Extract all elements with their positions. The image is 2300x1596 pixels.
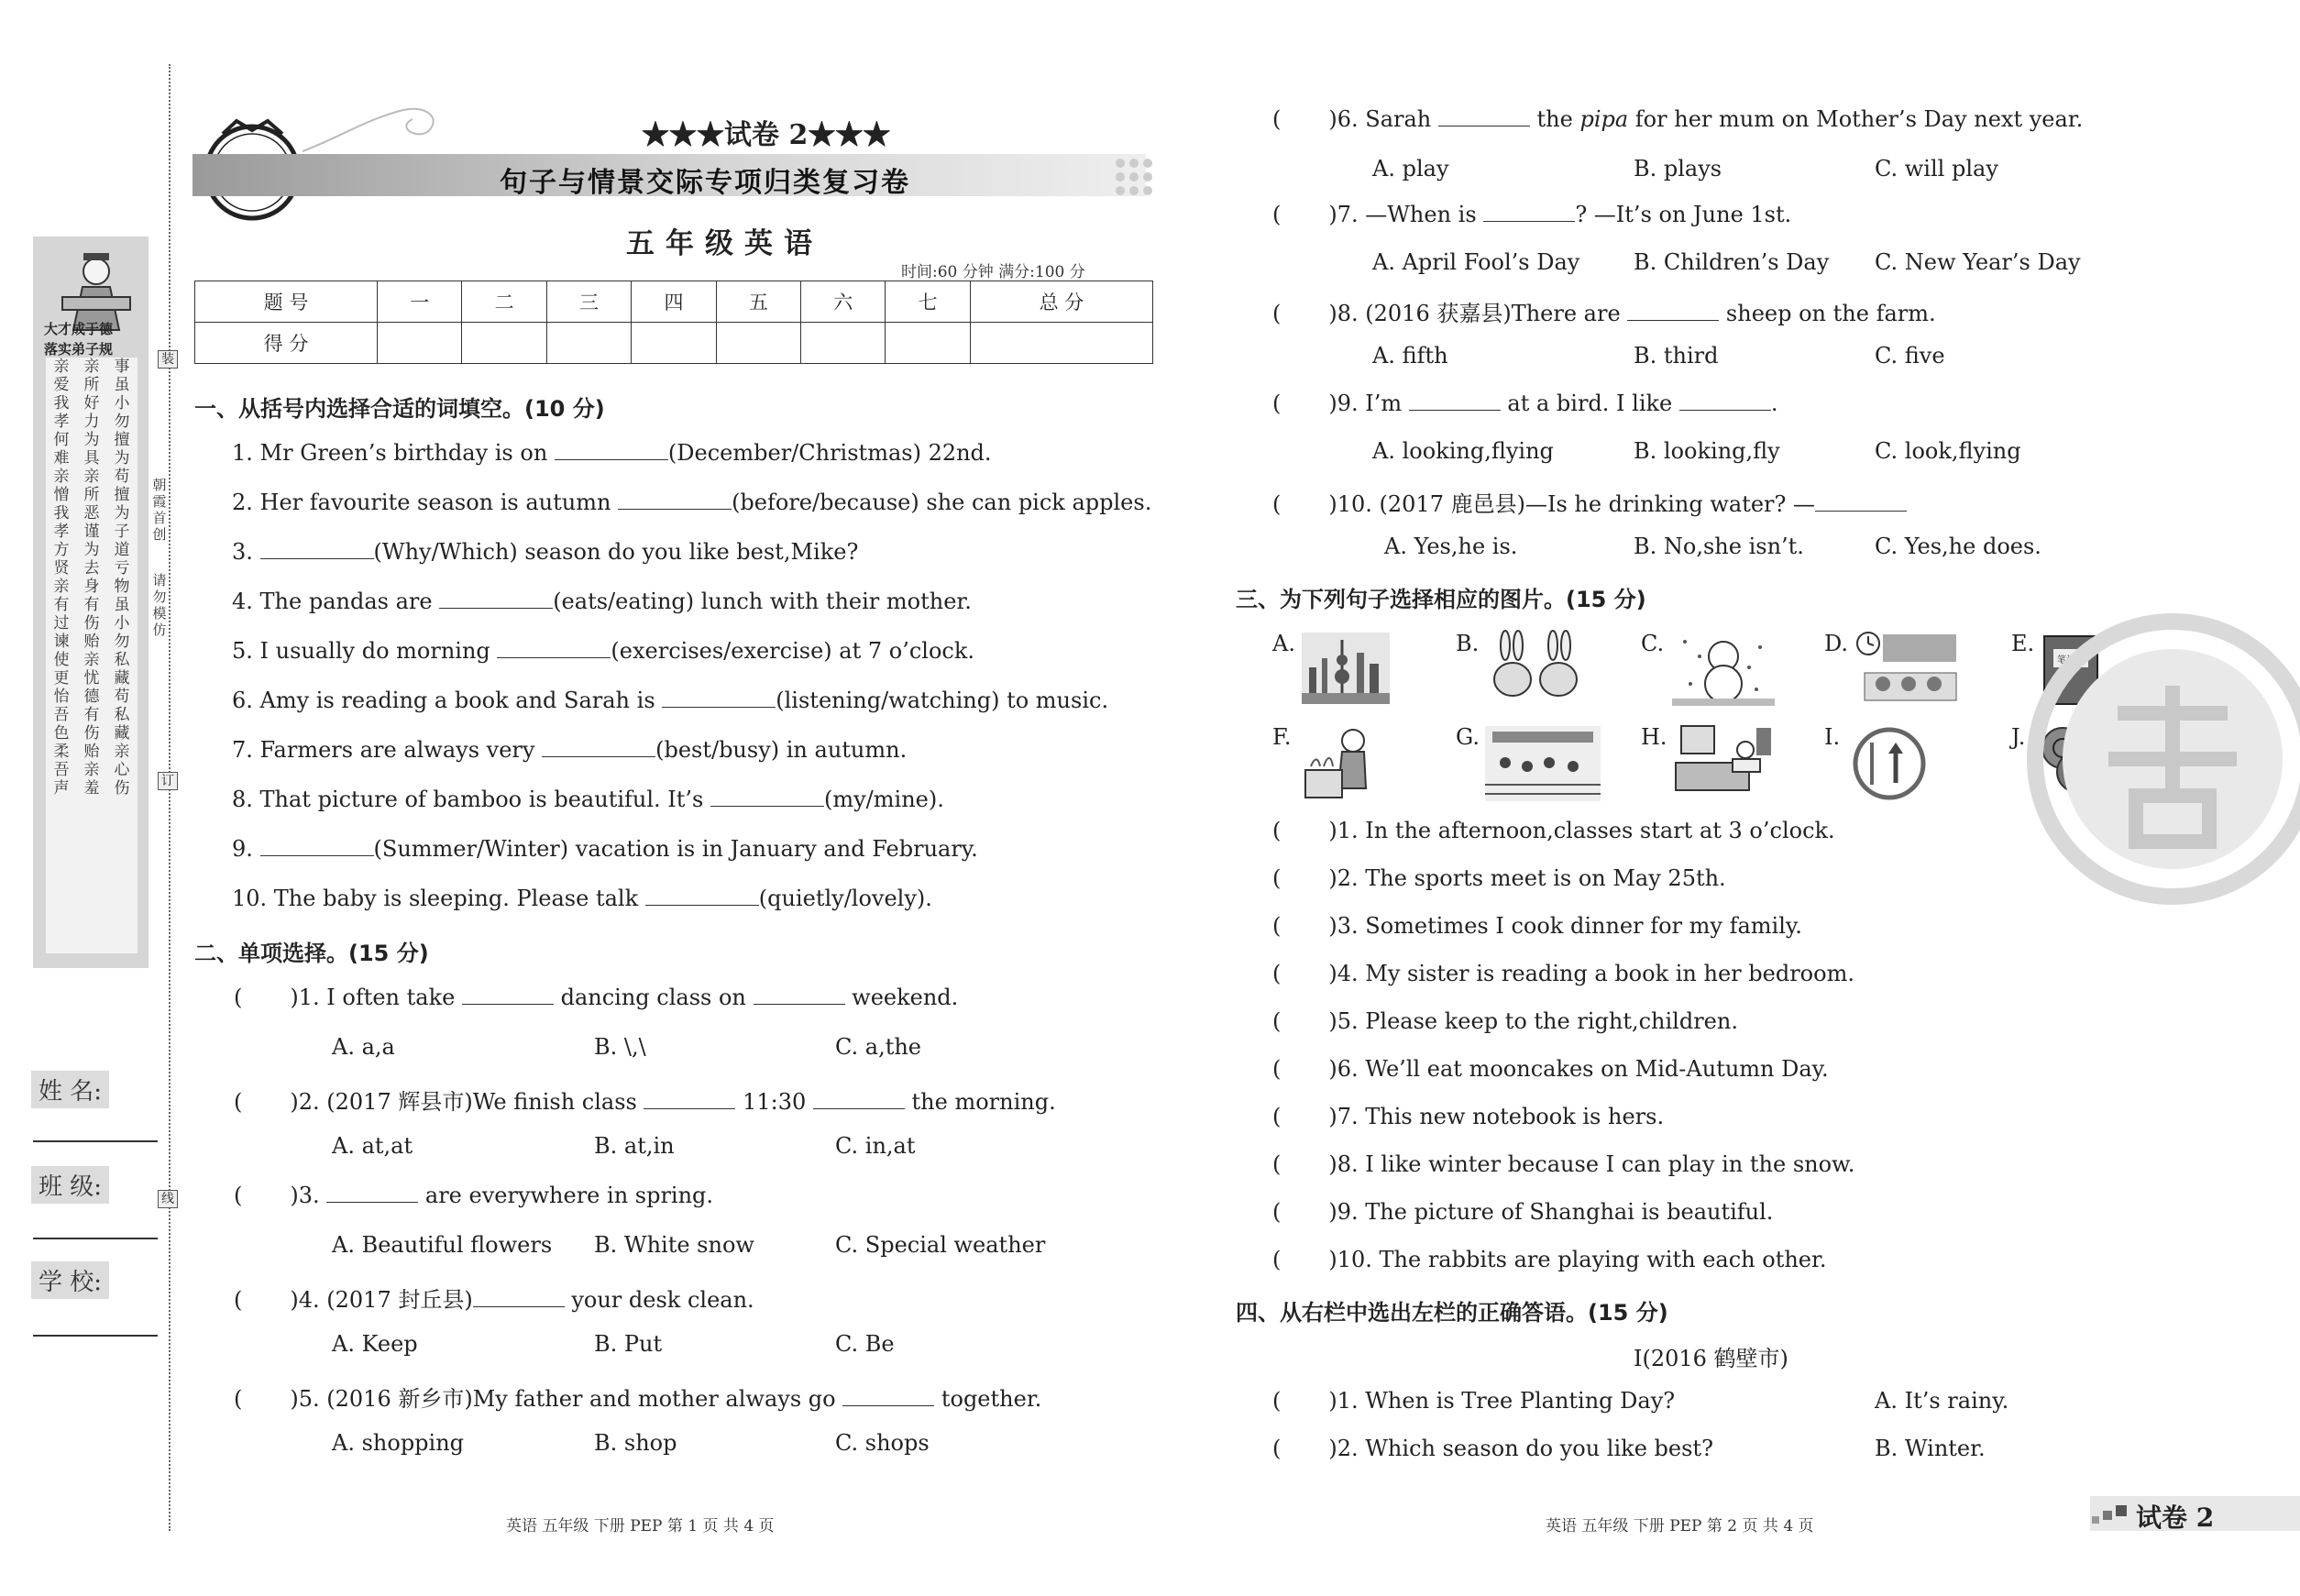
s3-item-3-text: )3. Sometimes I cook dinner for my family. (1328, 913, 1802, 939)
pic-label-b: B. (1456, 631, 1480, 656)
s2-blank[interactable] (754, 1003, 845, 1005)
s2-q4-stem (234, 1282, 754, 1314)
s1-item-6 (232, 688, 1108, 713)
s2-q1-option-a: A. a,a (332, 1034, 395, 1060)
paren-open: ( (1272, 1388, 1282, 1414)
keep-right-sign-picture (1852, 726, 1927, 801)
s1-item-9-pre: 9. (232, 836, 260, 862)
score-cell[interactable] (801, 323, 886, 364)
s1-blank-2[interactable] (618, 508, 732, 510)
sports-meet-picture (1485, 726, 1601, 801)
s2-q5-stem-a: )5. (2016 新乡市)My father and mother always go (290, 1386, 843, 1412)
s3-item-6 (1272, 1056, 1829, 1082)
rabbits-picture (1485, 629, 1586, 704)
score-header-cell: 题 号 (195, 281, 378, 323)
score-table (194, 281, 1153, 364)
s2-q9-stem-a: )9. I’m (1328, 391, 1409, 416)
s3-item-7 (1272, 1104, 1664, 1129)
paren-open: ( (234, 1183, 243, 1208)
s1-item-2-post: (before/because) she can pick apples. (732, 490, 1152, 515)
score-cell[interactable] (886, 323, 970, 364)
s2-q1-stem-c: weekend. (844, 985, 959, 1010)
s3-item-7-text: )7. This new notebook is hers. (1328, 1104, 1665, 1129)
paren-open: ( (1272, 491, 1282, 517)
s3-item-8-text: )8. I like winter because I can play in the snow. (1328, 1151, 1855, 1177)
paren-open: ( (234, 1287, 243, 1313)
s1-item-10-pre: 10. The baby is sleeping. Please talk (232, 886, 645, 911)
page-footer-right: 英语 五年级 下册 PEP 第 2 页 共 4 页 (1546, 1517, 1814, 1535)
s1-blank-1[interactable] (555, 458, 668, 460)
footer-squares-decoration (2092, 1503, 2129, 1525)
s2-blank[interactable] (462, 1003, 554, 1005)
paren-open: ( (1272, 1247, 1282, 1272)
s4-item-2-left: )2. Which season do you like best? (1328, 1436, 1713, 1461)
s1-item-8 (232, 787, 944, 812)
school-field[interactable] (33, 1335, 158, 1337)
s1-item-5 (232, 638, 974, 664)
s2-q9-stem-b: at a bird. I like (1500, 391, 1679, 416)
s1-item-4-post: (eats/eating) lunch with their mother. (553, 589, 972, 614)
s2-q5-option-a: A. shopping (332, 1430, 465, 1456)
score-cell[interactable] (632, 323, 716, 364)
s1-item-5-pre: 5. I usually do morning (232, 638, 498, 664)
s2-q9-stem-c: . (1770, 391, 1778, 416)
s2-blank[interactable] (1679, 409, 1771, 411)
binding-strip (0, 0, 174, 1596)
s1-item-10-post: (quietly/lovely). (758, 886, 932, 911)
s1-blank-6[interactable] (662, 706, 776, 708)
note-no-copy: 请勿模仿 (152, 572, 167, 638)
s2-q6-option-a: A. play (1372, 156, 1449, 182)
paren-open: ( (1272, 1008, 1282, 1034)
footer-tag: 试卷 2 (2136, 1502, 2215, 1533)
name-field[interactable] (33, 1140, 158, 1142)
score-cell[interactable] (970, 323, 1152, 364)
s2-q10-option-b: B. No,she isn’t. (1634, 534, 1804, 559)
s2-q9-option-c: C. look,flying (1875, 438, 2021, 464)
secret-watermark (2026, 612, 2300, 906)
s1-item-9 (232, 836, 978, 862)
section-4-title: 四、从右栏中选出左栏的正确答语。(15 分) (1236, 1300, 1668, 1326)
s1-item-6-post: (listening/watching) to music. (776, 688, 1109, 713)
s3-item-6-text: )6. We’ll eat mooncakes on Mid-Autumn Day. (1328, 1056, 1829, 1082)
s2-q10-option-a: A. Yes,he is. (1384, 534, 1518, 559)
s2-q2-stem-b: 11:30 (735, 1089, 813, 1115)
s1-item-2 (232, 490, 1151, 515)
score-header-cell: 二 (462, 281, 546, 323)
s1-blank-3[interactable] (260, 557, 374, 559)
band-dots-decoration (1113, 156, 1155, 198)
s2-q6-option-c: C. will play (1875, 156, 1998, 182)
score-header-cell: 三 (546, 281, 631, 323)
s1-item-4-pre: 4. The pandas are (232, 589, 440, 614)
s2-q7-option-c: C. New Year’s Day (1875, 249, 2081, 275)
s1-item-3 (232, 539, 858, 565)
s2-q3-stem-a: )3. (290, 1183, 327, 1208)
s2-q8-option-a: A. fifth (1372, 343, 1448, 369)
s1-item-1-pre: 1. Mr Green’s birthday is on (232, 440, 555, 466)
s2-q8-stem-b: sheep on the farm. (1719, 301, 1936, 326)
s2-blank[interactable] (1483, 220, 1575, 222)
motto-text (46, 358, 138, 953)
pic-label-i: I. (1824, 724, 1841, 750)
s2-q3-stem (234, 1183, 713, 1208)
s1-item-8-pre: 8. That picture of bamboo is beautiful. It’s (232, 787, 710, 812)
score-header-cell: 四 (632, 281, 716, 323)
s2-q9-option-a: A. looking,flying (1372, 438, 1554, 464)
s2-q6-stem-c: for her mum on Mother’s Day next year. (1628, 106, 2084, 132)
s3-item-1 (1272, 818, 1835, 843)
s2-q7-option-b: B. Children’s Day (1634, 249, 1830, 275)
s2-q3-option-c: C. Special weather (835, 1232, 1046, 1258)
s3-item-9 (1272, 1199, 1773, 1225)
s3-item-5 (1272, 1008, 1738, 1034)
s2-q1-option-b: B. \,\ (594, 1034, 646, 1060)
paren-open: ( (1272, 1199, 1282, 1225)
score-header-cell: 六 (801, 281, 886, 323)
s1-item-9-post: (Summer/Winter) vacation is in January and February. (373, 836, 978, 862)
s2-q2-stem-a: )2. (2017 辉县市)We finish class (290, 1089, 644, 1115)
s2-q2-option-c: C. in,at (835, 1133, 916, 1159)
s2-q3-stem-b: are everywhere in spring. (418, 1183, 714, 1208)
clock-classroom-picture (1855, 631, 1960, 704)
s2-q8-option-c: C. five (1875, 343, 1945, 369)
s4-item-1-right: A. It’s rainy. (1875, 1388, 2009, 1414)
s2-q10-option-c: C. Yes,he does. (1875, 534, 2041, 559)
paren-open: ( (1272, 818, 1282, 843)
s2-q6-italic: pipa (1579, 106, 1629, 132)
s2-q8-option-b: B. third (1634, 343, 1719, 369)
paren-open: ( (1272, 202, 1282, 227)
score-header-cell: 总 分 (970, 281, 1152, 323)
s2-q9-stem (1272, 391, 1778, 416)
score-header-cell: 七 (886, 281, 970, 323)
s2-blank[interactable] (1627, 319, 1719, 321)
page-footer-left: 英语 五年级 下册 PEP 第 1 页 共 4 页 (506, 1517, 775, 1535)
paren-open: ( (1272, 301, 1282, 326)
bedroom-reading-picture (1672, 722, 1775, 801)
s2-blank[interactable] (1438, 125, 1530, 127)
s2-blank[interactable] (813, 1107, 905, 1109)
s1-item-8-post: (my/mine). (824, 787, 944, 812)
paren-open: ( (1272, 106, 1282, 132)
pic-label-c: C. (1641, 631, 1665, 656)
motto-column-3: 事虽小 勿擅为 苟擅为 子道亏 物虽小 勿私藏 苟私藏 亲心伤 (114, 358, 130, 798)
slogan-2: 落实弟子规 (44, 341, 114, 358)
paren-open: ( (1272, 961, 1282, 986)
section-3-title: 三、为下列句子选择相应的图片。(15 分) (1236, 587, 1646, 612)
s2-q2-stem-c: the morning. (904, 1089, 1056, 1115)
s3-item-8 (1272, 1151, 1854, 1177)
pic-label-g: G. (1456, 724, 1480, 750)
shanghai-skyline-picture (1302, 633, 1390, 704)
paren-open: ( (234, 1386, 243, 1412)
s1-item-7-post: (best/busy) in autumn. (655, 737, 908, 763)
s2-q2-stem (234, 1084, 1056, 1116)
s1-item-7 (232, 737, 907, 763)
s2-q1-option-c: C. a,the (835, 1034, 922, 1060)
s2-blank[interactable] (473, 1305, 565, 1307)
ribbon-decoration (303, 101, 449, 156)
s3-item-10-text: )10. The rabbits are playing with each other. (1328, 1247, 1827, 1272)
note-original: 朝霞首创 (152, 477, 167, 543)
s4-item-2 (1272, 1436, 1713, 1461)
pic-label-f: F. (1272, 724, 1292, 750)
name-label: 姓 名: (31, 1071, 109, 1108)
paren-open: ( (1272, 1056, 1282, 1082)
s2-q5-stem-b: together. (934, 1386, 1042, 1412)
s2-q3-option-a: A. Beautiful flowers (332, 1232, 553, 1258)
s2-q7-stem (1272, 202, 1791, 227)
s1-item-3-pre: 3. (232, 539, 260, 565)
s2-q3-option-b: B. White snow (594, 1232, 754, 1258)
paren-open: ( (1272, 913, 1282, 939)
score-header-row (195, 281, 1153, 323)
s2-blank[interactable] (1815, 510, 1907, 512)
score-cell[interactable] (716, 323, 800, 364)
s3-item-9-text: )9. The picture of Shanghai is beautiful. (1328, 1199, 1774, 1225)
snowman-winter-picture (1672, 629, 1775, 706)
s2-q8-stem (1272, 295, 1936, 327)
s1-blank-5[interactable] (497, 656, 611, 658)
s2-q9-option-b: B. looking,fly (1634, 438, 1780, 464)
motto-column-1: 亲爱我 孝何难 亲憎我 孝方贤 亲有过 谏使更 怡吾色 柔吾声 (53, 358, 70, 798)
section-1-title: 一、从括号内选择合适的词填空。(10 分) (194, 396, 605, 422)
score-value-row (195, 323, 1153, 364)
s1-blank-9[interactable] (260, 854, 374, 856)
s2-q1-stem-a: )1. I often take (290, 985, 462, 1010)
s4-item-2-right: B. Winter. (1875, 1436, 1986, 1461)
s1-item-4 (232, 589, 972, 614)
s3-item-3 (1272, 913, 1802, 939)
s2-q7-stem-a: )7. —When is (1328, 202, 1484, 227)
score-row-label: 得 分 (195, 323, 378, 364)
s2-q5-option-c: C. shops (835, 1430, 930, 1456)
s1-item-7-pre: 7. Farmers are always very (232, 737, 543, 763)
s1-item-1-post: (December/Christmas) 22nd. (667, 440, 992, 466)
s3-item-4-text: )4. My sister is reading a book in her bedroom. (1328, 961, 1854, 986)
class-field[interactable] (33, 1238, 158, 1239)
s3-item-4 (1272, 961, 1854, 986)
s2-q6-option-b: B. plays (1634, 156, 1722, 182)
s1-blank-10[interactable] (645, 904, 759, 906)
s2-q5-stem (234, 1381, 1041, 1413)
pic-label-h: H. (1641, 724, 1667, 750)
s2-q4-stem-a: )4. (2017 封丘县) (290, 1287, 473, 1313)
s3-item-5-text: )5. Please keep to the right,children. (1328, 1008, 1738, 1034)
s4-item-1-left: )1. When is Tree Planting Day? (1328, 1388, 1676, 1414)
binding-tag-zhuang: 装 (158, 350, 178, 369)
paren-open: ( (1272, 1151, 1282, 1177)
s2-q4-option-b: B. Put (594, 1331, 663, 1357)
s1-item-6-pre: 6. Amy is reading a book and Sarah is (232, 688, 663, 713)
paren-open: ( (1272, 1436, 1282, 1461)
s2-q6-stem (1272, 106, 2083, 132)
s1-item-10 (232, 886, 932, 911)
slogan-1: 大才成于德 (44, 321, 114, 337)
binding-tag-ding: 订 (158, 772, 178, 790)
pic-label-d: D. (1824, 631, 1849, 656)
paren-open: ( (1272, 391, 1282, 416)
s2-q5-option-b: B. shop (594, 1430, 677, 1456)
s2-q10-stem (1272, 486, 1907, 518)
s1-item-3-post: (Why/Which) season do you like best,Mike? (373, 539, 859, 565)
class-label: 班 级: (31, 1166, 109, 1204)
s1-item-5-post: (exercises/exercise) at 7 o’clock. (611, 638, 975, 664)
s3-item-10 (1272, 1247, 1826, 1272)
s2-q6-stem-a: )6. Sarah (1328, 106, 1438, 132)
s2-blank[interactable] (842, 1404, 934, 1406)
s3-item-2-text: )2. The sports meet is on May 25th. (1328, 865, 1726, 891)
section-4-subtitle: Ⅰ(2016 鹤壁市) (1634, 1346, 1788, 1371)
s2-q2-option-a: A. at,at (332, 1133, 413, 1159)
s2-blank[interactable] (326, 1201, 418, 1203)
s1-item-2-pre: 2. Her favourite season is autumn (232, 490, 619, 515)
score-cell[interactable] (378, 323, 462, 364)
score-header-cell: 一 (378, 281, 462, 323)
paren-open: ( (234, 985, 243, 1010)
time-info: 时间:60 分钟 满分:100 分 (901, 263, 1085, 281)
s4-item-1 (1272, 1388, 1675, 1414)
s2-q1-stem-b: dancing class on (553, 985, 754, 1010)
binding-tag-xian: 线 (158, 1190, 178, 1208)
school-label: 学 校: (31, 1261, 109, 1299)
s2-blank[interactable] (1409, 409, 1501, 411)
s1-item-1 (232, 440, 992, 466)
motto-column-2: 亲所好 力为具 亲所恶 谨为去 身有伤 贻亲忧 德有伤 贻亲羞 (83, 358, 100, 798)
s1-blank-8[interactable] (710, 805, 824, 807)
s3-item-1-text: )1. In the afternoon,classes start at 3 o’clock. (1328, 818, 1835, 843)
score-cell[interactable] (546, 323, 631, 364)
s1-blank-4[interactable] (439, 607, 553, 609)
s2-q7-stem-b: ? —It’s on June 1st. (1575, 202, 1792, 227)
paren-open: ( (234, 1089, 243, 1115)
paper-number: ★★★试卷 2★★★ (642, 119, 891, 151)
score-header-cell: 五 (716, 281, 800, 323)
s3-item-2 (1272, 865, 1726, 891)
s1-blank-7[interactable] (542, 755, 655, 757)
pic-label-a: A. (1272, 631, 1295, 656)
page-title: 句子与情景交际专项归类复习卷 (500, 167, 910, 199)
paren-open: ( (1272, 865, 1282, 891)
s2-q4-option-c: C. Be (835, 1331, 895, 1357)
binding-dashed-line (169, 64, 171, 1531)
s2-q2-option-b: B. at,in (594, 1133, 675, 1159)
score-cell[interactable] (462, 323, 546, 364)
s2-q6-stem-b: the (1529, 106, 1580, 132)
s2-q1-stem (234, 985, 958, 1010)
s2-q8-stem-a: )8. (2016 获嘉县)There are (1328, 301, 1628, 326)
s2-q4-stem-b: your desk clean. (564, 1287, 754, 1313)
paren-open: ( (1272, 1104, 1282, 1129)
s2-q10-stem-a: )10. (2017 鹿邑县)—Is he drinking water? — (1328, 491, 1815, 517)
pic-label-e: E. (2011, 631, 2035, 656)
section-2-title: 二、单项选择。(15 分) (194, 941, 429, 966)
subject-title: 五年级英语 (626, 227, 823, 260)
s2-q7-option-a: A. April Fool’s Day (1372, 249, 1580, 275)
cooking-picture (1302, 724, 1377, 801)
s2-blank[interactable] (644, 1107, 735, 1109)
notebook-label: 笔记本 (2057, 655, 2085, 666)
s2-q4-option-a: A. Keep (332, 1331, 418, 1357)
pic-label-j: J. (2011, 724, 2026, 750)
